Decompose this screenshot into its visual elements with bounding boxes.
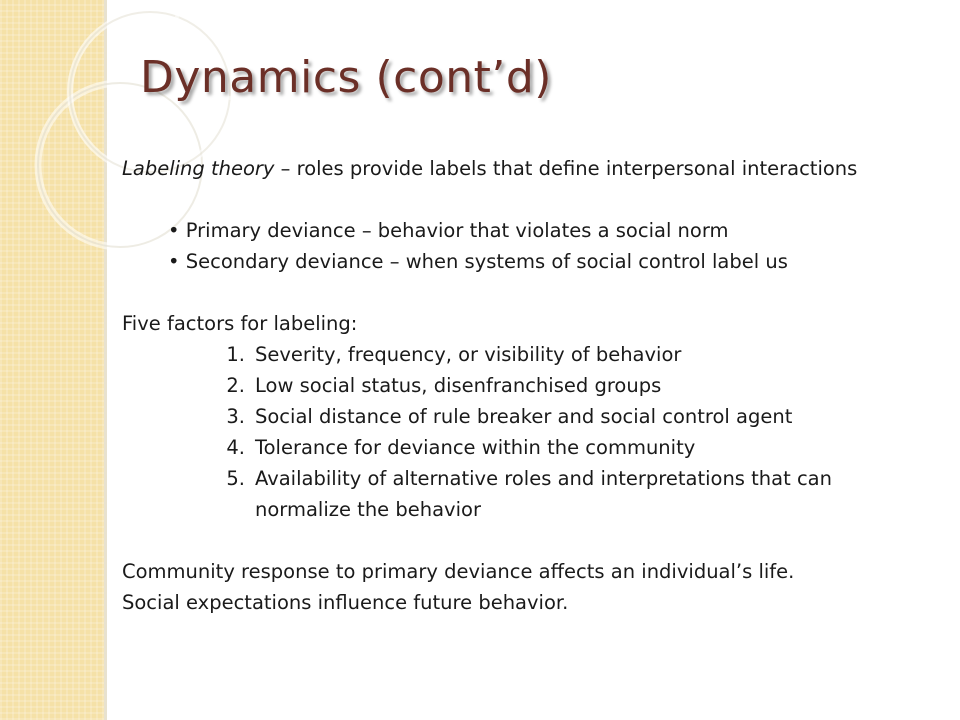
factor-text: Tolerance for deviance within the community	[255, 436, 696, 459]
factor-text: Severity, frequency, or visibility of behavior	[255, 343, 682, 366]
closing-line: Community response to primary deviance affects an individual’s life.	[122, 560, 795, 583]
spacer	[122, 525, 942, 556]
labeling-theory-definition: – roles provide labels that define interpersonal interactions	[274, 157, 858, 180]
closing-line: Social expectations influence future behavior.	[122, 591, 569, 614]
factor-text: Availability of alternative roles and interpretations that can	[255, 467, 832, 490]
factor-number: 4.	[226, 436, 245, 459]
factor-item	[122, 432, 942, 463]
factor-text: Social distance of rule breaker and social control agent	[255, 405, 793, 428]
bullet-glyph: •	[168, 219, 180, 242]
spacer	[122, 277, 942, 308]
bullet-item	[122, 215, 942, 246]
factor-text-continuation: normalize the behavior	[255, 498, 481, 521]
labeling-theory-term: Labeling theory	[122, 157, 275, 180]
factor-item	[122, 370, 942, 401]
bullet-text: Secondary deviance – when systems of social control label us	[185, 250, 788, 273]
labeling-theory-line	[122, 153, 942, 184]
factor-number: 1.	[226, 343, 245, 366]
factor-number: 5.	[226, 467, 245, 490]
slide-body	[122, 153, 942, 618]
factor-item	[122, 401, 942, 432]
factor-item	[122, 339, 942, 370]
bullet-item	[122, 246, 942, 277]
bullet-text: Primary deviance – behavior that violates a social norm	[185, 219, 729, 242]
factor-item	[122, 463, 942, 494]
bullet-glyph: •	[168, 250, 180, 273]
spacer	[122, 184, 942, 215]
factors-heading: Five factors for labeling:	[122, 312, 358, 335]
factor-text: Low social status, disenfranchised groups	[255, 374, 662, 397]
factor-number: 3.	[226, 405, 245, 428]
factor-number: 2.	[226, 374, 245, 397]
slide-title: Dynamics (cont’d)	[140, 52, 552, 103]
